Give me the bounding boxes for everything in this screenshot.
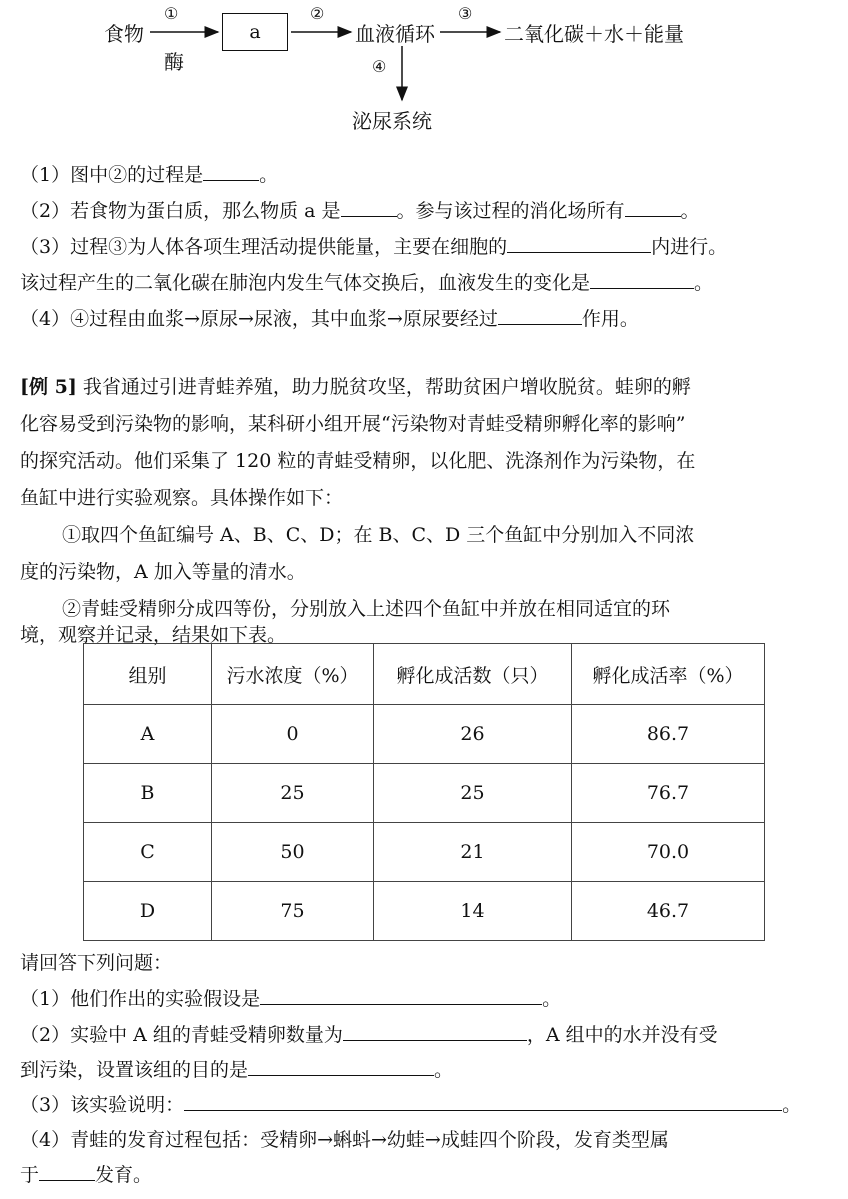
- question-1-end: 。: [259, 164, 279, 186]
- bottom-question-2b-end: 。: [434, 1059, 454, 1081]
- bottom-question-1-text: （1）他们作出的实验假设是: [20, 988, 261, 1010]
- question-2-end: 。: [680, 200, 700, 222]
- bottom-question-2b: [20, 1055, 453, 1082]
- blood-circulation-label: 血液循环: [355, 22, 435, 46]
- table-cell: 70.0: [572, 823, 765, 882]
- answer-blank[interactable]: [590, 270, 694, 289]
- table-cell: 25: [374, 764, 572, 823]
- step1-label: ①: [164, 4, 179, 23]
- bottom-question-2b-text: 到污染，设置该组的目的是: [20, 1059, 249, 1081]
- bottom-question-3-end: 。: [782, 1094, 802, 1116]
- answer-blank[interactable]: [498, 306, 582, 325]
- bottom-question-4b-text: 于: [20, 1164, 40, 1186]
- results-table: [83, 643, 765, 941]
- table-header-cell: 孵化成活率（%）: [572, 644, 765, 705]
- bottom-question-3-text: （3）该实验说明：: [20, 1094, 185, 1116]
- answer-blank[interactable]: [260, 986, 542, 1005]
- example5-intro-line2: 化容易受到污染物的影响，某科研小组开展“污染物对青蛙受精卵孵化率的影响”: [20, 413, 686, 435]
- question-4-text: （4）④过程由血浆→原尿→尿液，其中血浆→原尿要经过: [20, 308, 498, 330]
- table-row: [84, 705, 765, 764]
- bottom-question-2a: [20, 1020, 718, 1047]
- table-row: [84, 764, 765, 823]
- food-label: 食物: [104, 22, 144, 46]
- answer-blank[interactable]: [184, 1092, 782, 1111]
- bottom-question-4b: [20, 1160, 152, 1187]
- enzyme-label: 酶: [164, 50, 184, 74]
- table-cell: 26: [374, 705, 572, 764]
- question-3a-end: 内进行。: [651, 236, 728, 258]
- question-3b-end: 。: [694, 272, 714, 294]
- question-1-text: （1）图中②的过程是: [20, 164, 204, 186]
- question-3b: [20, 268, 713, 295]
- table-cell: 86.7: [572, 705, 765, 764]
- table-row: [84, 882, 765, 941]
- table-header-cell: 污水浓度（%）: [212, 644, 374, 705]
- table-cell: B: [84, 764, 212, 823]
- table-row: [84, 823, 765, 882]
- example5-intro-line3: 的探究活动。他们采集了 120 粒的青蛙受精卵，以化肥、洗涤剂作为污染物，在: [20, 450, 696, 472]
- answer-blank[interactable]: [248, 1057, 434, 1076]
- example5-label: [例 5]: [20, 376, 77, 398]
- table-cell: 21: [374, 823, 572, 882]
- bottom-question-2a-text: （2）实验中 A 组的青蛙受精卵数量为: [20, 1024, 343, 1046]
- question-4: [20, 304, 639, 331]
- table-cell: 50: [212, 823, 374, 882]
- question-2-text: （2）若食物为蛋白质，那么物质 a 是: [20, 200, 341, 222]
- urinary-system-label: 泌尿系统: [352, 109, 432, 133]
- flow-arrows: [0, 0, 848, 140]
- answer-blank[interactable]: [203, 162, 259, 181]
- table-header-cell: 组别: [84, 644, 212, 705]
- bottom-question-2a-end: ，A 组中的水并没有受: [526, 1024, 718, 1046]
- products-label: 二氧化碳＋水＋能量: [504, 22, 684, 46]
- step3-label: ③: [458, 4, 473, 23]
- question-2: [20, 196, 700, 223]
- question-3a-text: （3）过程③为人体各项生理活动提供能量，主要在细胞的: [20, 236, 508, 258]
- answer-blank[interactable]: [625, 198, 681, 217]
- bottom-question-1: [20, 984, 561, 1011]
- bottom-question-4b-end: 发育。: [95, 1164, 153, 1186]
- step4-label: ④: [372, 57, 387, 76]
- example5-step2-line2: 境，观察并记录，结果如下表。: [20, 624, 287, 646]
- bottom-question-1-end: 。: [542, 988, 562, 1010]
- bottom-question-3: [20, 1090, 801, 1117]
- answer-blank[interactable]: [341, 198, 397, 217]
- table-cell: 75: [212, 882, 374, 941]
- table-header-cell: 孵化成活数（只）: [374, 644, 572, 705]
- answer-blank[interactable]: [39, 1162, 95, 1181]
- bottom-question-4a: （4）青蛙的发育过程包括：受精卵→蝌蚪→幼蛙→成蛙四个阶段，发育类型属: [20, 1129, 669, 1151]
- step2-label: ②: [310, 4, 325, 23]
- table-cell: 76.7: [572, 764, 765, 823]
- substance-a-label: a: [249, 21, 261, 43]
- example5-step1-line1: ①取四个鱼缸编号 A、B、C、D；在 B、C、D 三个鱼缸中分别加入不同浓: [62, 524, 695, 546]
- example5-step1-line2: 度的污染物，A 加入等量的清水。: [20, 561, 306, 583]
- table-cell: 14: [374, 882, 572, 941]
- question-3b-text: 该过程产生的二氧化碳在肺泡内发生气体交换后，血液发生的变化是: [20, 272, 591, 294]
- example5-intro-line4: 鱼缸中进行实验观察。具体操作如下：: [20, 487, 344, 509]
- question-3a: [20, 232, 727, 259]
- table-cell: 46.7: [572, 882, 765, 941]
- example5-intro-line1: [20, 372, 691, 399]
- answer-blank[interactable]: [343, 1022, 527, 1041]
- table-cell: C: [84, 823, 212, 882]
- table-cell: A: [84, 705, 212, 764]
- answer-prompt: 请回答下列问题：: [20, 952, 173, 974]
- table-cell: 0: [212, 705, 374, 764]
- question-1: [20, 160, 278, 187]
- table-cell: 25: [212, 764, 374, 823]
- example5-step2-line1: ②青蛙受精卵分成四等份，分别放入上述四个鱼缸中并放在相同适宜的环: [62, 598, 671, 620]
- question-2-mid: 。参与该过程的消化场所有: [396, 200, 625, 222]
- example5-intro-text: 我省通过引进青蛙养殖，助力脱贫攻坚，帮助贫困户增收脱贫。蛙卵的孵: [76, 376, 691, 398]
- answer-blank[interactable]: [507, 234, 651, 253]
- table-cell: D: [84, 882, 212, 941]
- question-4-end: 作用。: [581, 308, 639, 330]
- table-header-row: [84, 644, 765, 705]
